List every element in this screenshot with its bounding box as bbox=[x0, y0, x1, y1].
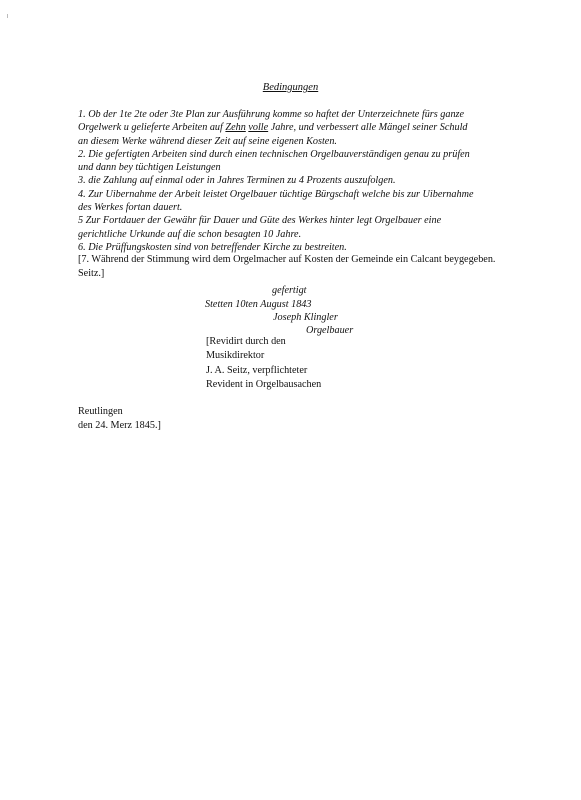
revision-note bbox=[206, 335, 321, 392]
revision-line: [Revidirt durch den bbox=[206, 336, 286, 347]
editorial-note bbox=[78, 253, 498, 281]
condition-item: 4. Zur Uibernahme der Arbeit leistet Orgelbauer tüchtige Bürgschaft welche bis zur Uibernahme des Werkes fortan dauert. bbox=[78, 188, 474, 214]
revision-line: Revident in Orgelbausachen bbox=[206, 378, 322, 390]
condition-item: 2. Die gefertigten Arbeiten sind durch einen technischen Orgelbauverständigen genau zu prüfen und dann bey tüchtigen Leistungen bbox=[78, 148, 470, 174]
page-edge-mark bbox=[7, 14, 8, 18]
condition-item: 1. Ob der 1te 2te oder 3te Plan zur Ausführung komme so haftet der Unterzeichnete fürs ganze Orgelwerk u gelieferte Arbeiten auf Zehn volle Jahre, und verbessert alle Mängel seiner Schuld an diesem Werke während dieser Zeit auf seine eigenen Kosten. bbox=[78, 109, 468, 147]
document-title: Bedingungen bbox=[262, 82, 319, 93]
signature-name: Joseph Klingler bbox=[273, 312, 338, 323]
signature-role: Orgelbauer bbox=[306, 325, 354, 336]
revision-line: Musikdirektor bbox=[206, 350, 265, 362]
conditions-list bbox=[78, 108, 478, 254]
emphasis-word: volle bbox=[248, 122, 269, 134]
condition-item: 3. die Zahlung auf einmal oder in Jahres Terminen zu 4 Prozents auszufolgen. bbox=[78, 175, 396, 187]
condition-item: 5 Zur Fortdauer der Gewähr für Dauer und Güte des Werkes hinter legt Orgelbauer eine gerichtliche Urkunde auf die schon besagten 10 Jahre. bbox=[78, 215, 442, 240]
condition-item: 6. Die Prüffungskosten sind von betreffender Kirche zu bestreiten. bbox=[78, 241, 347, 253]
place-date bbox=[78, 405, 161, 434]
revision-line: J. A. Seitz, verpflichteter bbox=[206, 364, 308, 376]
place-city: Reutlingen bbox=[78, 406, 123, 417]
emphasis-word: Zehn bbox=[225, 122, 246, 134]
signature-date: Stetten 10ten August 1843 bbox=[205, 299, 312, 310]
signature-gefertigt: gefertigt bbox=[272, 285, 307, 296]
place-date-line: den 24. Merz 1845.] bbox=[78, 420, 161, 432]
note-7: [7. Während der Stimmung wird dem Orgelmacher auf Kosten der Gemeinde ein Calcant beygegeben. Seitz.] bbox=[78, 254, 496, 279]
